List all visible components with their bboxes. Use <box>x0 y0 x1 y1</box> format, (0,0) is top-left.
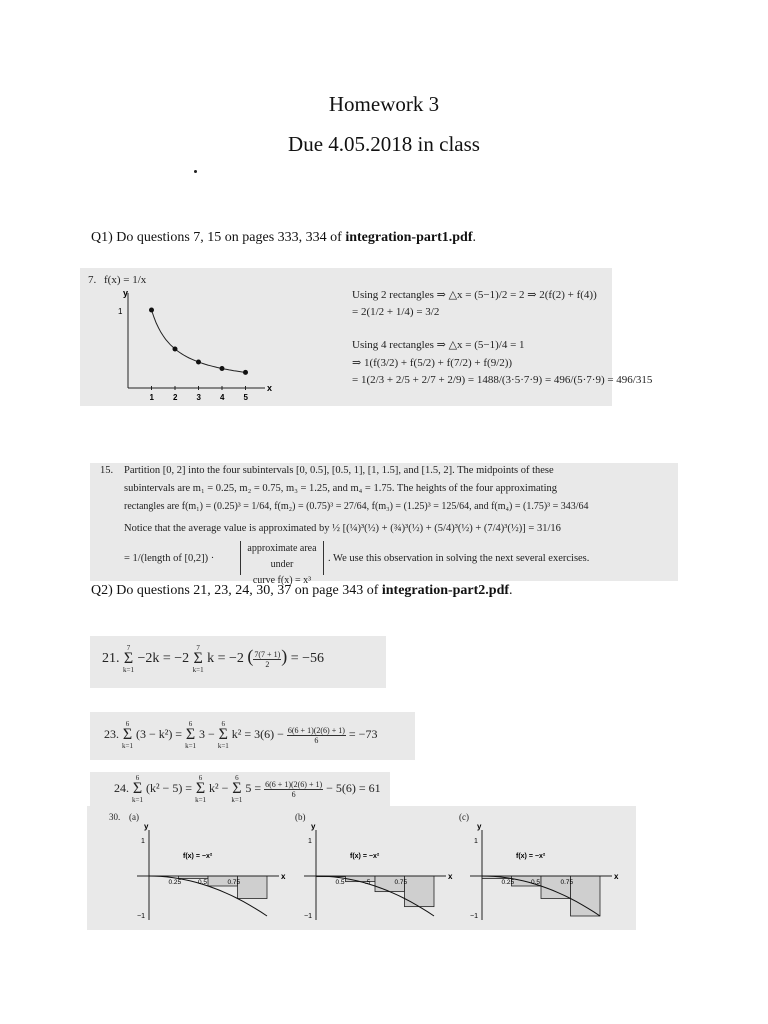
sol7-data-point <box>220 366 225 371</box>
sol30-number: 30. <box>109 812 121 822</box>
sol30-rectangle <box>346 876 376 882</box>
sol7-y-tick: 1 <box>118 307 123 316</box>
sol30-x-label: x <box>281 872 286 881</box>
sol30-y-top-label: 1 <box>474 838 478 845</box>
sol30-rectangle <box>238 876 268 899</box>
sol7-data-point <box>243 370 248 375</box>
sol15-bracket-box <box>240 541 324 586</box>
sol21-equation: 21. 7 Σ k=1 −2k = −2 7 Σ k=1 k = −2 ( $\frac{7(7 + 1)}{2}$ ) = −56 <box>102 644 325 674</box>
sol24-number: 24. <box>114 780 129 795</box>
sol30-tick-label: 0.5 <box>335 879 345 886</box>
sol23-sum-3: 6 Σ k=1 <box>217 720 229 750</box>
sol15-line-5-post: . We use this observation in solving the next several exercises. <box>328 553 590 564</box>
sol23-part-a: (3 − k²) = <box>135 726 183 741</box>
stray-dot <box>194 170 197 173</box>
sol21-part-b: k = −2 <box>207 651 244 667</box>
sol23-fraction: $\frac{6(6 + 1)(2(6) + 1)}{6}$ <box>287 725 345 745</box>
sol23-part-b: 3 − <box>199 726 215 741</box>
sol30-rectangle <box>571 876 601 916</box>
sol24-sum-3: 6 Σ k=1 <box>231 774 243 804</box>
sol30-label-b: (b) <box>295 812 306 822</box>
sol30-tick-label: 0.25 <box>501 879 515 886</box>
q1-instruction <box>91 230 476 246</box>
sol30-tick-label: .5 <box>365 879 371 886</box>
sol15-line-2: subintervals are m₁ = 0.25, m₂ = 0.75, m₃ = 1.25, and m₄ = 1.75. The heights of the four approximating <box>124 483 557 494</box>
sol7-x-label: x <box>267 383 273 393</box>
sol30-y-label: y <box>311 822 316 831</box>
q1-suffix: . <box>472 230 476 245</box>
sol30-label-c: (c) <box>459 812 469 822</box>
sol21-part-a: −2k = −2 <box>137 651 190 667</box>
sol15-line-4: Notice that the average value is approximated by ½ [(¼)³(½) + (¾)³(½) + (5/4)³(½) + (7/4)³(½)] = 31/16 <box>124 523 561 534</box>
sol23-part-c: k² = 3(6) − <box>231 726 284 741</box>
solution-23-panel <box>90 712 415 760</box>
sol30-y-label: y <box>477 822 482 831</box>
sol30-tick-label: 0.5 <box>198 879 208 886</box>
sol30-func-label: f(x) = −x² <box>516 853 546 860</box>
sol30-y-bottom-label: −1 <box>304 913 312 920</box>
sol30-func-label: f(x) = −x² <box>350 853 380 860</box>
sol7-data-point <box>173 347 178 352</box>
sol7-two-rect-2: = 2(1/2 + 1/4) = 3/2 <box>352 306 440 318</box>
sol15-line-1: Partition [0, 2] into the four subintervals [0, 0.5], [0.5, 1], [1, 1.5], and [1.5, 2]. The midpoints of these <box>124 465 554 476</box>
sol30-tick-label: 0.5 <box>531 879 541 886</box>
sol7-x-tick-label: 4 <box>220 393 225 400</box>
sol15-line-3: rectangles are f(m₁) = (0.25)³ = 1/64, f(m₂) = (0.75)³ = 27/64, f(m₃) = (1.25)³ = 125/64, and f(m₄) = (1.75)³ = 343/64 <box>124 501 589 512</box>
sol7-x-tick-label: 1 <box>149 393 154 400</box>
q2-file: integration-part2.pdf <box>381 583 510 598</box>
sol24-sum-2: 6 Σ k=1 <box>195 774 207 804</box>
solution-21-panel <box>90 636 386 688</box>
sol7-y-label: y <box>123 288 129 298</box>
sol24-equation <box>114 774 381 804</box>
sol15-box-line-2: curve f(x) = x³ <box>252 575 312 586</box>
sol15-box-line-1: approximate area under <box>247 543 317 570</box>
sol24-result: − 5(6) = 61 <box>326 780 381 795</box>
sol30-y-top-label: 1 <box>141 838 145 845</box>
q2-suffix: . <box>509 583 513 598</box>
sol30-tick-label: 0.75 <box>394 879 408 886</box>
sol7-function: f(x) = 1/x <box>104 274 147 286</box>
due-date: Due 4.05.2018 in class <box>288 132 480 156</box>
solution-7-panel <box>80 268 653 406</box>
sol30-x-label: x <box>614 872 619 881</box>
sol30-y-label: y <box>144 822 149 831</box>
sol21-sum-2: 7 Σ k=1 <box>192 644 204 674</box>
sol7-number: 7. <box>88 274 97 286</box>
sol30-tick-label: 0.75 <box>560 879 574 886</box>
q1-file: integration-part1.pdf <box>345 230 473 245</box>
sol7-four-rect-1: Using 4 rectangles ⇒ △x = (5−1)/4 = 1 <box>352 339 525 351</box>
sol23-sum-1: 6 Σ k=1 <box>122 720 133 750</box>
sol15-number: 15. <box>100 465 114 476</box>
sol7-x-tick-label: 2 <box>173 393 178 400</box>
sol30-tick-label: 0.75 <box>227 879 241 886</box>
q1-prefix: Q1) Do questions 7, 15 on pages 333, 334 of <box>91 230 346 245</box>
sol30-y-top-label: 1 <box>308 838 312 845</box>
sol23-result: = −73 <box>348 726 378 741</box>
sol7-four-rect-3: = 1(2/3 + 2/5 + 2/7 + 2/9) = 1488/(3·5·7·9) = 496/(5·7·9) = 496/315 <box>352 374 653 386</box>
sol21-result: = −56 <box>290 651 325 667</box>
sol15-line-5-pre: = 1/(length of [0,2]) · <box>124 553 215 564</box>
sol7-points <box>149 308 248 375</box>
sol24-part-b: k² − <box>209 780 229 795</box>
sol7-x-tick-label: 3 <box>196 393 201 400</box>
sol24-fraction: $\frac{6(6 + 1)(2(6) + 1)}{6}$ <box>265 779 323 799</box>
sol7-data-point <box>196 360 201 365</box>
sol30-y-bottom-label: −1 <box>470 913 478 920</box>
sol30-x-label: x <box>448 872 453 881</box>
sol7-x-tick-label: 5 <box>243 393 248 400</box>
solution-24-panel <box>90 772 390 806</box>
page-title: Homework 3 <box>328 92 440 116</box>
sol23-number: 23. <box>104 726 119 741</box>
sol30-func-label: f(x) = −x² <box>183 853 213 860</box>
sol7-four-rect-2: ⇒ 1(f(3/2) + f(5/2) + f(7/2) + f(9/2)) <box>352 357 513 369</box>
sol24-part-a: (k² − 5) = <box>145 780 193 795</box>
sol30-label-a: (a) <box>129 812 139 822</box>
sol30-y-bottom-label: −1 <box>137 913 145 920</box>
solution-15-panel <box>90 463 678 586</box>
sol21-sum-1: 7 Σ k=1 <box>123 644 134 674</box>
sol30-rectangle <box>405 876 435 907</box>
sol23-equation <box>104 720 377 750</box>
sol7-two-rect-1: Using 2 rectangles ⇒ △x = (5−1)/2 = 2 ⇒ 2(f(2) + f(4)) <box>352 289 597 301</box>
sol23-sum-2: 6 Σ k=1 <box>185 720 197 750</box>
sol30-tick-label: 0.25 <box>168 879 182 886</box>
sol24-part-c: 5 = <box>245 780 262 795</box>
sol24-sum-1: 6 Σ k=1 <box>132 774 143 804</box>
sol7-graph <box>110 288 280 400</box>
sol30-graphs <box>87 806 636 930</box>
q2-prefix: Q2) Do questions 21, 23, 24, 30, 37 on page 343 of <box>91 583 382 598</box>
sol7-data-point <box>149 308 154 313</box>
sol21-fraction: $\frac{7(7 + 1)}{2}$ <box>254 649 281 669</box>
solution-30-panel <box>87 806 636 930</box>
q2-instruction <box>91 583 513 599</box>
sol21-number: 21. <box>102 651 120 667</box>
